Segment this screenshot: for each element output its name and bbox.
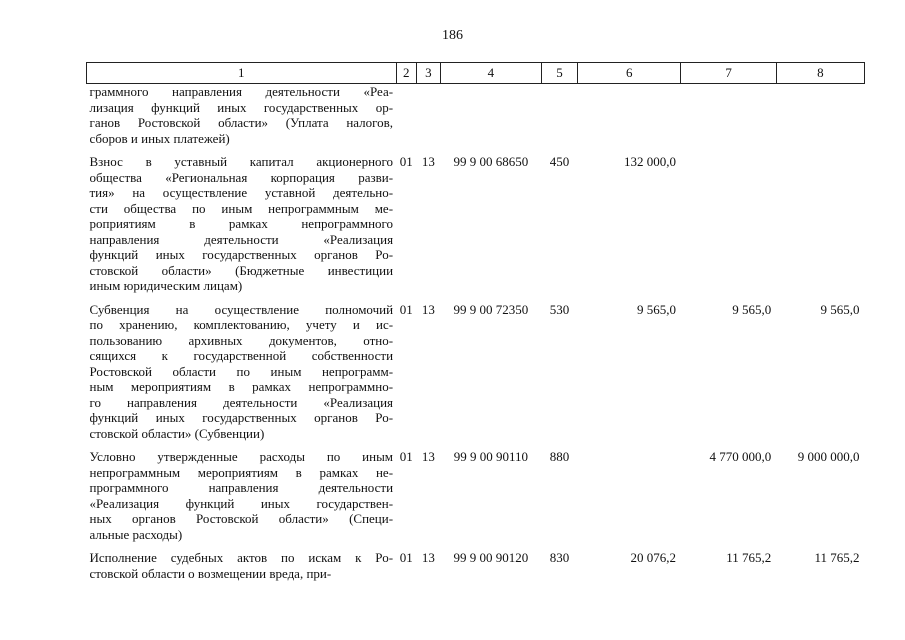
row-name-line: пользованию архивных документов, отно- (89, 332, 394, 348)
row-name-line: иным юридическим лицам) (89, 278, 243, 293)
page-number: 186 (442, 28, 463, 43)
subsection-code-cell: 13 (421, 301, 435, 317)
amount-cell-col7 (681, 84, 776, 155)
row-name-line: программного направления деятельности (89, 480, 394, 495)
table-row (87, 154, 865, 302)
row-name-line: ных органов Ростовской области» (Специ- (89, 511, 394, 526)
amount-cell-col8 (776, 154, 864, 302)
row-name-cell (87, 302, 397, 450)
amount-cell-col6 (577, 449, 681, 550)
row-name-line: сборов и иных платежей) (89, 130, 230, 146)
target-code-cell: 99 9 00 90110 (453, 449, 528, 464)
row-name-line: Субвенция на осуществление полномочий (89, 301, 394, 317)
row-name-cell (87, 550, 397, 589)
row-name-line: Исполнение судебных актов по искам к Ро- (89, 550, 394, 565)
row-name-line: направления деятельности «Реализация (89, 231, 394, 247)
amount-cell-col8 (776, 84, 864, 155)
row-name-line: Условно утвержденные расходы по иным (89, 449, 394, 464)
header-col-4: 4 (440, 63, 541, 84)
row-name-line: сящихся к государственной собственности (89, 348, 394, 363)
row-name-line: Ростовской области по иным непрограмм- (89, 363, 394, 379)
section-code-cell: 01 (399, 154, 413, 169)
section-code-cell: 01 (399, 550, 413, 565)
row-name-line: тия» на осуществление уставной деятельно- (89, 185, 394, 200)
row-name-line: го направления деятельности «Реализация (89, 394, 394, 410)
row-name-line: лизация функций иных государственных ор- (89, 99, 394, 115)
target-code-cell: 99 9 00 90120 (453, 550, 529, 565)
row-name-line: сти общества по иным непрограммным ме- (89, 200, 394, 216)
expense-type-cell: 450 (549, 154, 570, 169)
table-row (87, 449, 865, 550)
subsection-code-cell: 13 (421, 550, 435, 565)
row-name-line: стовской области» (Субвенции) (89, 425, 265, 441)
amount-cell-col8: 11 765,2 (814, 550, 860, 565)
table-row (87, 84, 865, 155)
amount-cell-col7 (681, 154, 776, 302)
row-name-line: общества «Региональная корпорация разви- (89, 169, 394, 185)
header-col-7: 7 (681, 63, 776, 84)
header-row (87, 63, 865, 84)
row-name-line: ным мероприятиям в рамках непрограммно- (89, 379, 394, 394)
row-name-line: «Реализация функций иных государствен- (89, 495, 394, 511)
row-name-line: роприятиям в рамках непрограммного (89, 216, 394, 231)
expense-type-cell: 530 (549, 301, 570, 317)
row-name-line: непрограммным мероприятиям в рамках не- (89, 464, 394, 480)
expense-type-cell (542, 84, 578, 155)
header-col-5: 5 (542, 63, 578, 84)
row-name-line: функций иных государственных органов Ро- (89, 247, 394, 262)
header-col-1: 1 (87, 63, 397, 84)
header-col-6: 6 (577, 63, 681, 84)
row-name-cell (87, 449, 397, 550)
section-code-cell (396, 84, 417, 155)
row-name-cell (87, 154, 397, 302)
subsection-code-cell (417, 84, 441, 155)
row-name-line: альные расходы) (89, 526, 183, 542)
row-name-line: стовской области» (Бюджетные инвестиции (89, 262, 394, 278)
row-name-cell (87, 84, 397, 155)
table-row (87, 302, 865, 450)
header-col-8: 8 (776, 63, 864, 84)
subsection-code-cell: 13 (421, 449, 435, 464)
row-name-line: функций иных государственных органов Ро- (89, 410, 394, 425)
section-code-cell: 01 (399, 301, 413, 317)
amount-cell-col8: 9 000 000,0 (797, 449, 860, 464)
amount-cell-col7: 9 565,0 (732, 301, 772, 317)
budget-table (86, 62, 865, 589)
target-code-cell: 99 9 00 72350 (453, 301, 529, 317)
amount-cell-col6: 9 565,0 (636, 301, 676, 317)
amount-cell-col6: 132 000,0 (623, 154, 676, 169)
header-col-2: 2 (396, 63, 417, 84)
amount-cell-col6 (577, 84, 681, 155)
amount-cell-col8: 9 565,0 (820, 301, 860, 317)
row-name-line: по хранению, комплектованию, учету и ис- (89, 317, 394, 332)
target-code-cell (440, 84, 541, 155)
row-name-line: стовской области о возмещении вреда, при- (89, 565, 332, 581)
subsection-code-cell: 13 (421, 154, 435, 169)
expense-type-cell: 830 (549, 550, 570, 565)
section-code-cell: 01 (399, 449, 413, 464)
amount-cell-col7: 4 770 000,0 (709, 449, 772, 464)
header-col-3: 3 (417, 63, 441, 84)
table-row (87, 550, 865, 589)
target-code-cell: 99 9 00 68650 (453, 154, 529, 169)
row-name-line: ганов Ростовской области» (Уплата налогов, (89, 115, 394, 130)
row-name-line: граммного направления деятельности «Реа- (89, 84, 394, 99)
amount-cell-col7: 11 765,2 (726, 550, 772, 565)
expense-type-cell: 880 (549, 449, 570, 464)
amount-cell-col6: 20 076,2 (630, 550, 676, 565)
row-name-line: Взнос в уставный капитал акционерного (89, 154, 394, 169)
